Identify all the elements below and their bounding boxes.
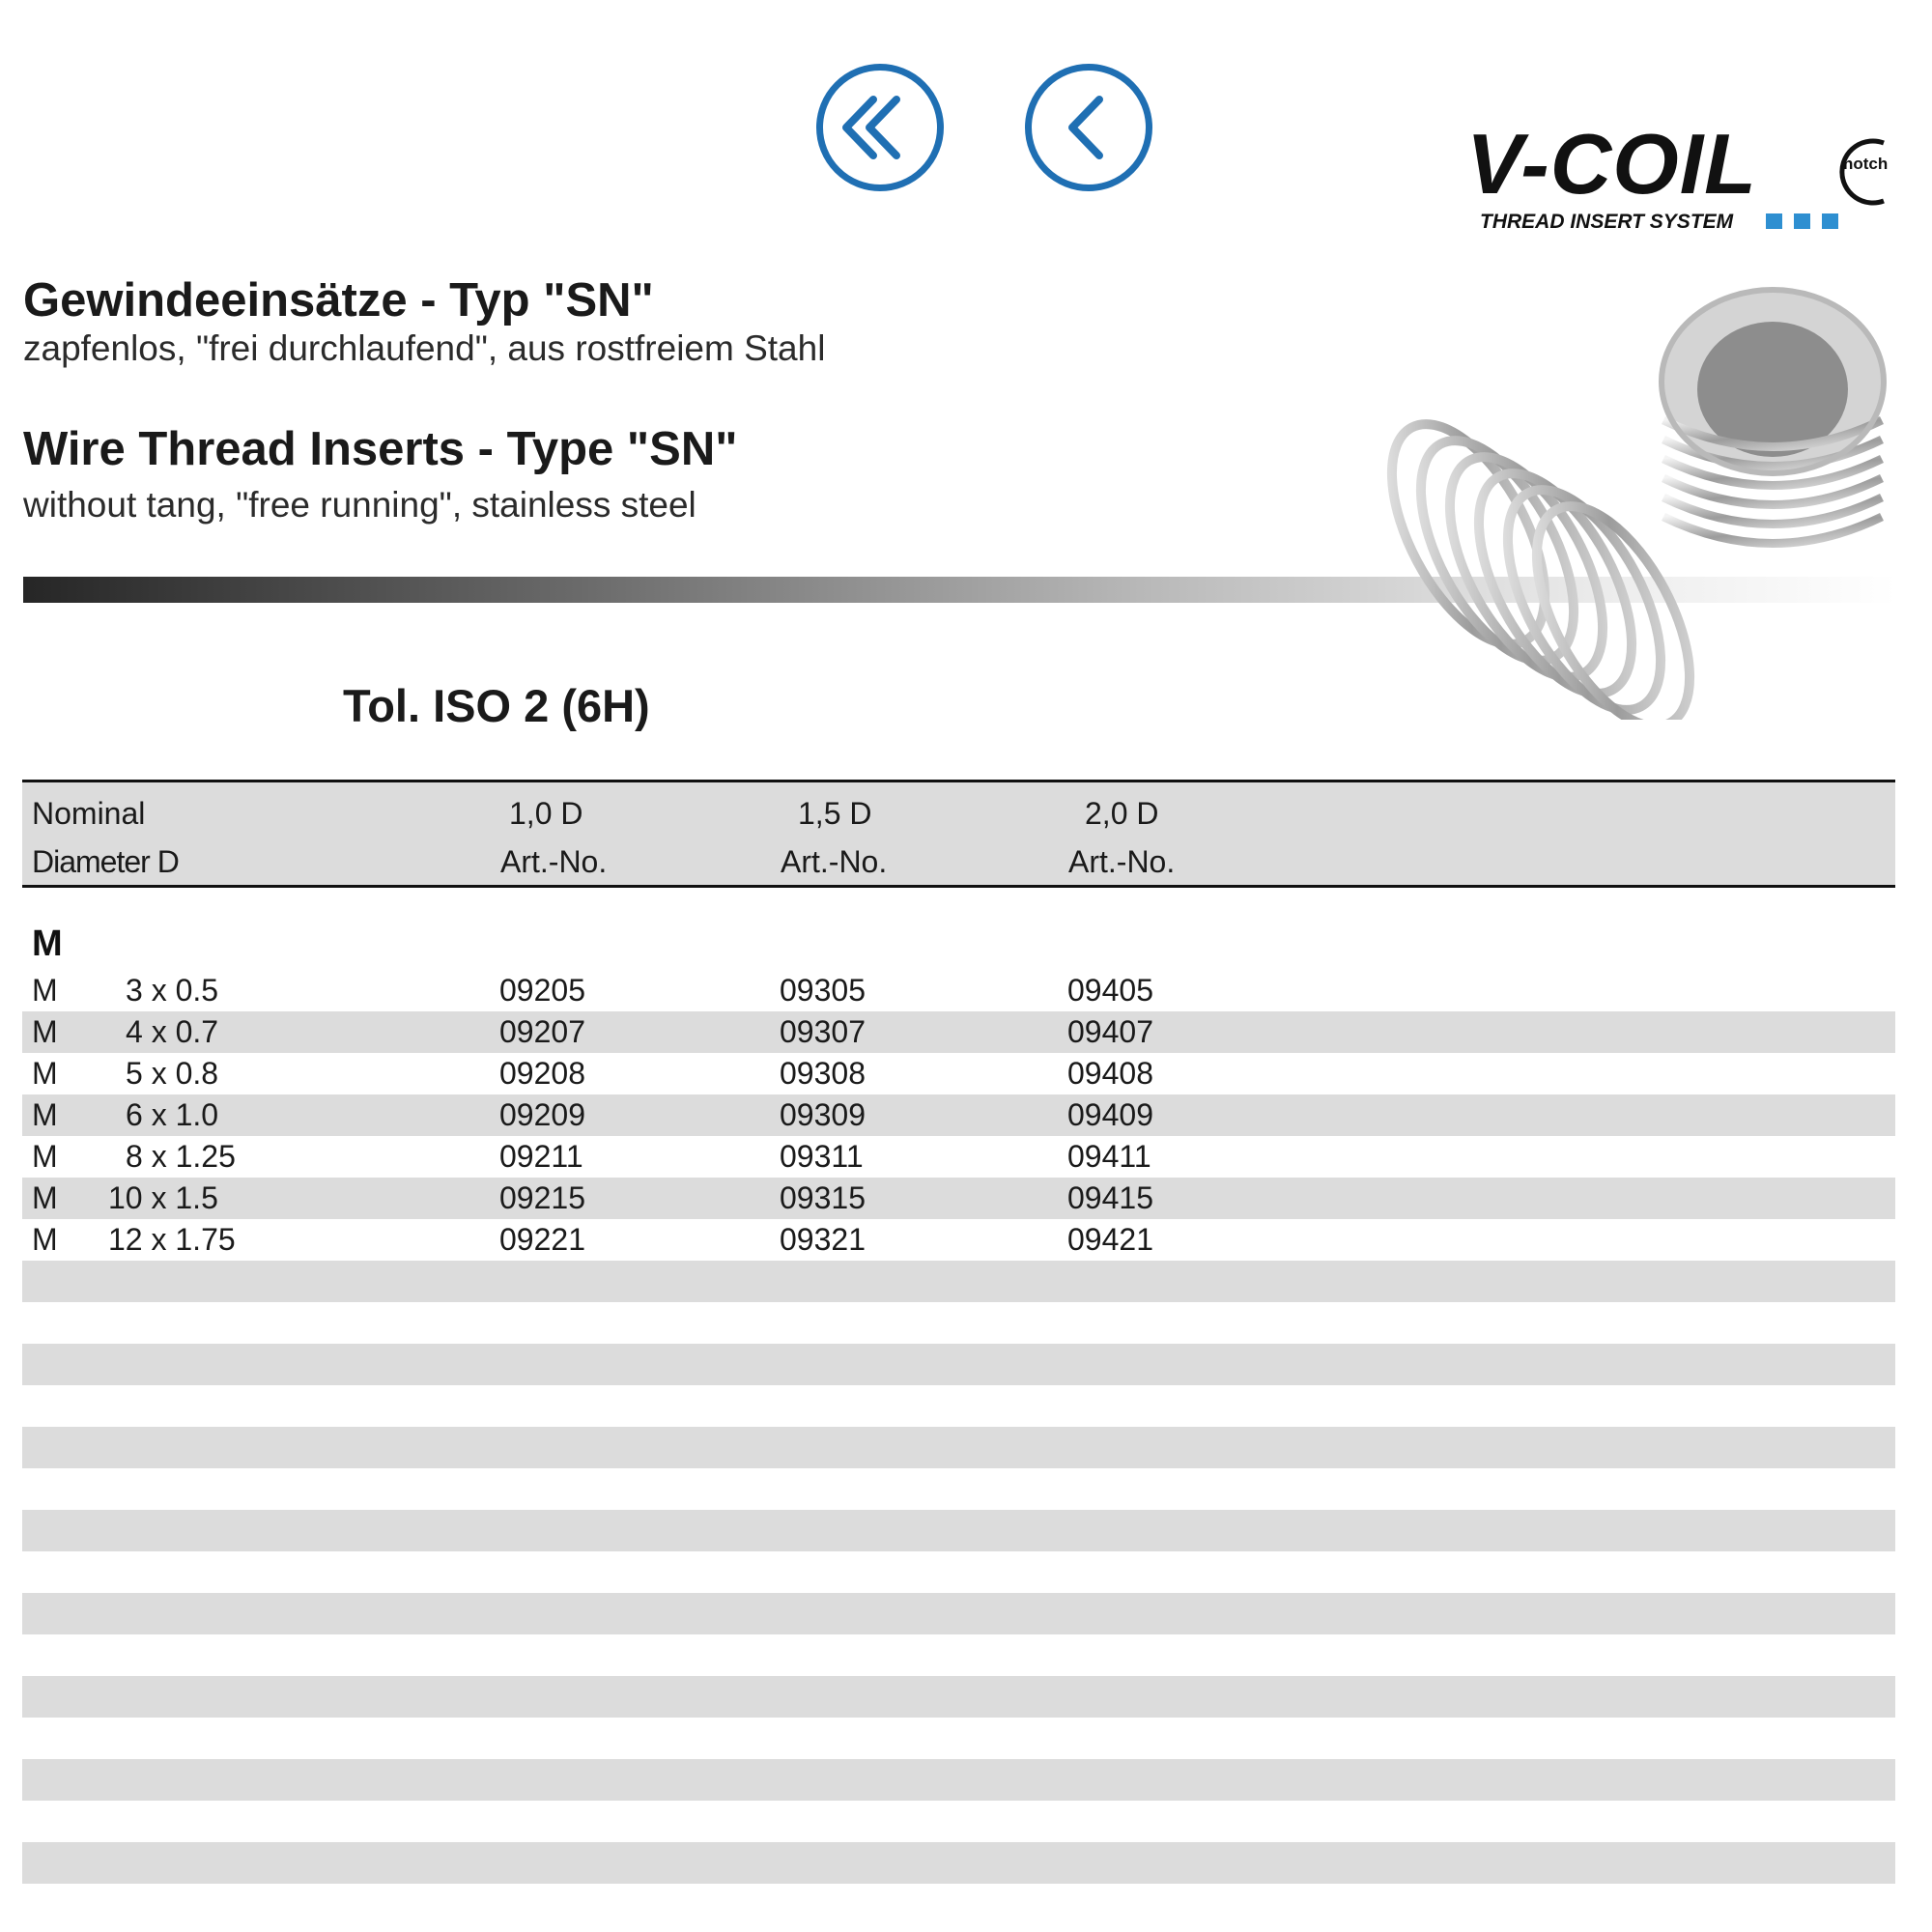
logo-wordmark: V-COIL — [1466, 116, 1757, 212]
table-body — [22, 970, 1895, 1261]
empty-row — [22, 1842, 1895, 1884]
title-german: Gewindeeinsätze - Typ "SN" — [23, 274, 654, 327]
cell-size: 4 x 0.7 — [126, 1014, 219, 1049]
cell-art-no-2-0d: 09421 — [1067, 1222, 1153, 1257]
cell-art-no-2-0d: 09411 — [1067, 1139, 1151, 1174]
cell-art-no-2-0d: 09409 — [1067, 1097, 1153, 1132]
table-row — [22, 1053, 1895, 1094]
cell-art-no-1-0d: 09205 — [499, 973, 585, 1008]
table-row — [22, 1094, 1895, 1136]
cell-prefix: M — [32, 973, 58, 1008]
header-length-1-0d: 1,0 D — [509, 796, 583, 831]
cell-size: 12 x 1.75 — [108, 1222, 236, 1257]
empty-row — [22, 1759, 1895, 1801]
cell-art-no-1-5d: 09307 — [780, 1014, 866, 1049]
previous-page-button[interactable] — [1025, 64, 1152, 191]
insert-right — [1662, 290, 1884, 544]
header-length-2-0d: 2,0 D — [1085, 796, 1159, 831]
double-chevron-left-icon — [823, 71, 937, 185]
empty-row — [22, 1593, 1895, 1634]
cell-art-no-1-5d: 09311 — [780, 1139, 864, 1174]
cell-art-no-2-0d: 09415 — [1067, 1180, 1153, 1215]
logo-tagline: THREAD INSERT SYSTEM — [1480, 211, 1734, 233]
brand-logo — [1459, 97, 1903, 242]
cell-art-no-1-0d: 09211 — [499, 1139, 583, 1174]
cell-prefix: M — [32, 1097, 58, 1132]
header-nominal: Nominal — [32, 796, 146, 831]
cell-art-no-2-0d: 09408 — [1067, 1056, 1153, 1091]
cell-size: 10 x 1.5 — [108, 1180, 218, 1215]
cell-art-no-2-0d: 09405 — [1067, 973, 1153, 1008]
cell-art-no-1-5d: 09308 — [780, 1056, 866, 1091]
group-label-metric: M — [32, 923, 63, 964]
insert-left — [1360, 400, 1720, 720]
empty-row — [22, 1510, 1895, 1551]
logo-notch-label: notch — [1843, 155, 1889, 173]
cell-size: 8 x 1.25 — [126, 1139, 236, 1174]
cell-art-no-1-0d: 09221 — [499, 1222, 585, 1257]
first-page-button[interactable] — [816, 64, 944, 191]
cell-prefix: M — [32, 1222, 58, 1257]
cell-prefix: M — [32, 1014, 58, 1049]
header-art-no-1: Art.-No. — [500, 844, 608, 879]
cell-prefix: M — [32, 1056, 58, 1091]
logo-squares — [1766, 213, 1838, 229]
title-english: Wire Thread Inserts - Type "SN" — [23, 423, 738, 475]
table-row — [22, 1178, 1895, 1219]
subtitle-english: without tang, "free running", stainless steel — [23, 485, 696, 525]
table-row — [22, 1219, 1895, 1261]
header-diameter: Diameter D — [32, 844, 179, 879]
cell-art-no-1-0d: 09208 — [499, 1056, 585, 1091]
tolerance-label: Tol. ISO 2 (6H) — [343, 680, 650, 731]
table-row — [22, 1136, 1895, 1178]
cell-prefix: M — [32, 1139, 58, 1174]
cell-art-no-1-0d: 09209 — [499, 1097, 585, 1132]
header-art-no-2: Art.-No. — [781, 844, 888, 879]
cell-art-no-1-5d: 09305 — [780, 973, 866, 1008]
cell-art-no-2-0d: 09407 — [1067, 1014, 1153, 1049]
empty-row — [22, 1261, 1895, 1302]
cell-size: 3 x 0.5 — [126, 973, 219, 1008]
header-length-1-5d: 1,5 D — [798, 796, 872, 831]
cell-art-no-1-5d: 09309 — [780, 1097, 866, 1132]
empty-row — [22, 1676, 1895, 1718]
table-row — [22, 970, 1895, 1011]
table-header — [22, 780, 1895, 888]
cell-art-no-1-0d: 09207 — [499, 1014, 585, 1049]
cell-size: 6 x 1.0 — [126, 1097, 219, 1132]
cell-size: 5 x 0.8 — [126, 1056, 219, 1091]
table-row — [22, 1011, 1895, 1053]
subtitle-german: zapfenlos, "frei durchlaufend", aus rostfreiem Stahl — [23, 328, 826, 368]
header-art-no-3: Art.-No. — [1068, 844, 1176, 879]
chevron-left-icon — [1032, 71, 1146, 185]
cell-art-no-1-5d: 09315 — [780, 1180, 866, 1215]
empty-table-rows — [22, 1261, 1895, 1925]
cell-art-no-1-0d: 09215 — [499, 1180, 585, 1215]
thread-insert-product-image — [1323, 275, 1903, 720]
empty-row — [22, 1427, 1895, 1468]
cell-prefix: M — [32, 1180, 58, 1215]
cell-art-no-1-5d: 09321 — [780, 1222, 866, 1257]
empty-row — [22, 1344, 1895, 1385]
